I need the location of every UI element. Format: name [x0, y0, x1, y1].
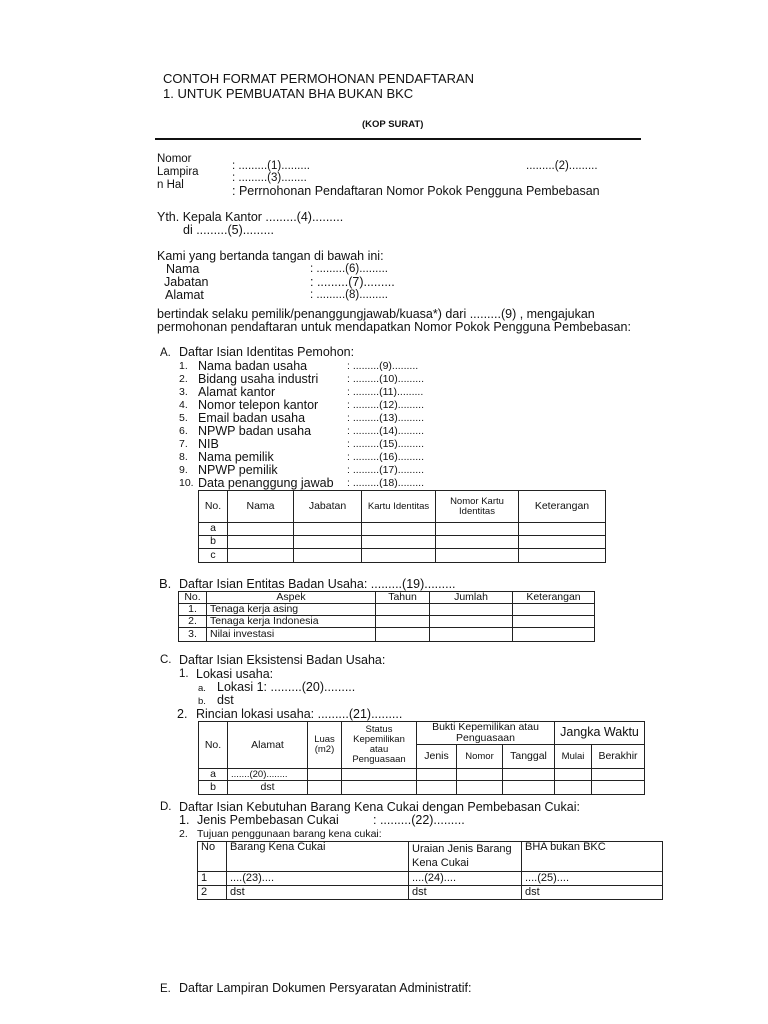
item-number: 2. [177, 707, 188, 721]
col-header: Tahun [376, 592, 430, 604]
col-header: BHA bukan BKC [522, 842, 663, 872]
col-header: Jabatan [294, 491, 362, 523]
item-label: Nomor telepon kantor [198, 398, 319, 412]
item-value: : .........(22)......... [373, 813, 465, 827]
item-label: Tujuan penggunaan barang kena cukai: [197, 828, 382, 840]
col-header: No. [199, 722, 228, 769]
col-header: Keterangan [513, 592, 595, 604]
row-number: 1 [198, 872, 227, 886]
location-table [198, 721, 645, 795]
item-label: Bidang usaha industri [198, 372, 319, 386]
item-value: : .........(17)......... [347, 464, 425, 476]
table-row [179, 604, 595, 616]
excise-goods-table [197, 841, 663, 900]
table-row [198, 886, 663, 900]
intro-text: Kami yang bertanda tangan di bawah ini: [157, 249, 384, 263]
value-jabatan: : .........(7)......... [310, 275, 395, 289]
section-d-letter: D. [160, 801, 172, 813]
value-alamat: : .........(8)......... [310, 289, 388, 301]
col-header: Alamat [228, 722, 308, 769]
table-row [199, 769, 645, 781]
table-header-row [199, 722, 645, 745]
col-header: Tanggal [503, 745, 555, 769]
subitem-label: dst [217, 693, 234, 707]
col-header: Jangka Waktu [555, 722, 645, 745]
row-address: .......(20)........ [228, 769, 308, 781]
col-header: Berakhir [592, 745, 645, 769]
row-cell: ....(24).... [409, 872, 522, 886]
item-value: : .........(11)......... [347, 386, 424, 398]
section-b-title: Daftar Isian Entitas Badan Usaha: .........(19)......... [179, 577, 456, 591]
table-row [198, 872, 663, 886]
label-nomor: Nomor [157, 153, 192, 165]
subitem-label: Lokasi 1: .........(20)......... [217, 680, 356, 694]
item-number: 5. [179, 412, 188, 424]
section-b-letter: B. [159, 576, 172, 591]
item-number: 2. [179, 828, 188, 840]
table-row [199, 536, 606, 549]
item-label: Email badan usaha [198, 411, 306, 425]
row-cell: dst [227, 886, 409, 900]
letterhead-divider [155, 138, 641, 140]
col-header: Jumlah [430, 592, 513, 604]
table-header-row [198, 842, 663, 872]
row-label: c [199, 549, 228, 563]
row-cell: ....(23).... [227, 872, 409, 886]
col-header: Mulai [555, 745, 592, 769]
table-row [179, 616, 595, 628]
col-header: Nomor [457, 745, 503, 769]
body-line-2: permohonan pendaftaran untuk mendapatkan Nomor Pokok Pengguna Pembebasan: [157, 320, 631, 334]
item-label: NPWP pemilik [198, 463, 278, 477]
item-value: : .........(9)......... [347, 360, 419, 372]
table-header-row [199, 491, 606, 523]
col-header: Nomor Kartu Identitas [436, 491, 519, 523]
item-number: 1. [179, 813, 190, 827]
section-d-title: Daftar Isian Kebutuhan Barang Kena Cukai dengan Pembebasan Cukai: [179, 800, 580, 814]
item-label: Lokasi usaha: [196, 667, 274, 681]
entity-table [178, 591, 595, 642]
section-c-title: Daftar Isian Eksistensi Badan Usaha: [179, 653, 386, 667]
row-aspect: Tenaga kerja Indonesia [207, 616, 376, 628]
row-cell: dst [522, 886, 663, 900]
item-label: Nama badan usaha [198, 359, 308, 373]
table-row [179, 628, 595, 642]
item-value: : .........(13)......... [347, 412, 425, 424]
row-label: a [199, 523, 228, 536]
item-label: Rincian lokasi usaha: .........(21)......... [196, 707, 403, 721]
item-label: Nama pemilik [198, 450, 274, 464]
section-a-title: Daftar Isian Identitas Pemohon: [179, 345, 355, 359]
item-label: Jenis Pembebasan Cukai [197, 813, 339, 827]
item-value: : .........(14)......... [347, 425, 425, 437]
col-header: Aspek [207, 592, 376, 604]
row-address: dst [228, 781, 308, 795]
col-header: Uraian Jenis Barang Kena Cukai [409, 842, 522, 872]
section-a-letter: A. [160, 347, 171, 359]
item-value: : .........(16)......... [347, 451, 425, 463]
item-number: 10. [179, 477, 194, 489]
row-label: b [199, 781, 228, 795]
row-number: 2 [198, 886, 227, 900]
row-number: 3. [179, 628, 207, 642]
subitem-letter: b. [198, 696, 206, 707]
item-label: NPWP badan usaha [198, 424, 312, 438]
col-header: No. [199, 491, 228, 523]
value-nomor: : .........(1)......... [232, 160, 310, 172]
table-row [199, 549, 606, 563]
col-header: Bukti Kepemilikan atau Penguasaan [417, 722, 555, 745]
table-row [199, 523, 606, 536]
col-header: Status Kepemilikan atau Penguasaan [342, 722, 417, 769]
addressee: Yth. Kepala Kantor .........(4)......... [157, 210, 344, 224]
item-number: 2. [179, 373, 188, 385]
col-header: No [198, 842, 227, 872]
item-number: 4. [179, 399, 188, 411]
item-label: NIB [198, 437, 219, 451]
item-label: Data penanggung jawab [198, 476, 334, 490]
item-number: 9. [179, 464, 188, 476]
col-header: Luas (m2) [308, 722, 342, 769]
responsible-person-table [198, 490, 606, 563]
col-header: No. [179, 592, 207, 604]
item-number: 1. [179, 360, 188, 372]
row-number: 1. [179, 604, 207, 616]
addressee-location: di .........(5)......... [183, 223, 274, 237]
label-nama: Nama [166, 262, 200, 276]
value-date: .........(2)......... [526, 160, 598, 172]
row-cell: ....(25).... [522, 872, 663, 886]
document-subtitle: 1. UNTUK PEMBUATAN BHA BUKAN BKC [163, 86, 414, 101]
row-label: b [199, 536, 228, 549]
table-header-row [179, 592, 595, 604]
item-number: 3. [179, 386, 188, 398]
body-line-1: bertindak selaku pemilik/penanggungjawab/kuasa*) dari .........(9) , mengajukan [157, 307, 595, 321]
item-label: Alamat kantor [198, 385, 276, 399]
item-number: 8. [179, 451, 188, 463]
section-e-letter: E. [160, 983, 171, 995]
subitem-letter: a. [198, 683, 206, 694]
label-hal: n Hal [157, 179, 184, 191]
col-header: Nama [228, 491, 294, 523]
item-number: 1. [179, 668, 189, 680]
document-title: CONTOH FORMAT PERMOHONAN PENDAFTARAN [163, 71, 475, 86]
item-number: 7. [179, 438, 188, 450]
label-lampiran: Lampira [157, 166, 199, 178]
label-jabatan: Jabatan [164, 275, 209, 289]
row-aspect: Tenaga kerja asing [207, 604, 376, 616]
table-row [199, 781, 645, 795]
col-header: Kartu Identitas [362, 491, 436, 523]
col-header: Keterangan [519, 491, 606, 523]
item-value: : .........(15)......... [347, 438, 425, 450]
item-number: 6. [179, 425, 188, 437]
col-header: Barang Kena Cukai [227, 842, 409, 872]
value-hal: : Perrnohonan Pendaftaran Nomor Pokok Pengguna Pembebasan [232, 184, 600, 198]
col-header: Jenis [417, 745, 457, 769]
row-aspect: Nilai investasi [207, 628, 376, 642]
item-value: : .........(18)......... [347, 477, 425, 489]
section-c-letter: C. [160, 654, 172, 666]
row-number: 2. [179, 616, 207, 628]
row-cell: dst [409, 886, 522, 900]
item-value: : .........(10)......... [347, 373, 425, 385]
section-e-title: Daftar Lampiran Dokumen Persyaratan Administratif: [179, 981, 472, 995]
item-value: : .........(12)......... [347, 399, 425, 411]
value-nama: : .........(6)......... [310, 263, 388, 275]
label-alamat: Alamat [165, 288, 204, 302]
row-label: a [199, 769, 228, 781]
kop-surat-label: (KOP SURAT) [362, 119, 424, 130]
value-lampiran: : .........(3)........ [232, 172, 307, 184]
